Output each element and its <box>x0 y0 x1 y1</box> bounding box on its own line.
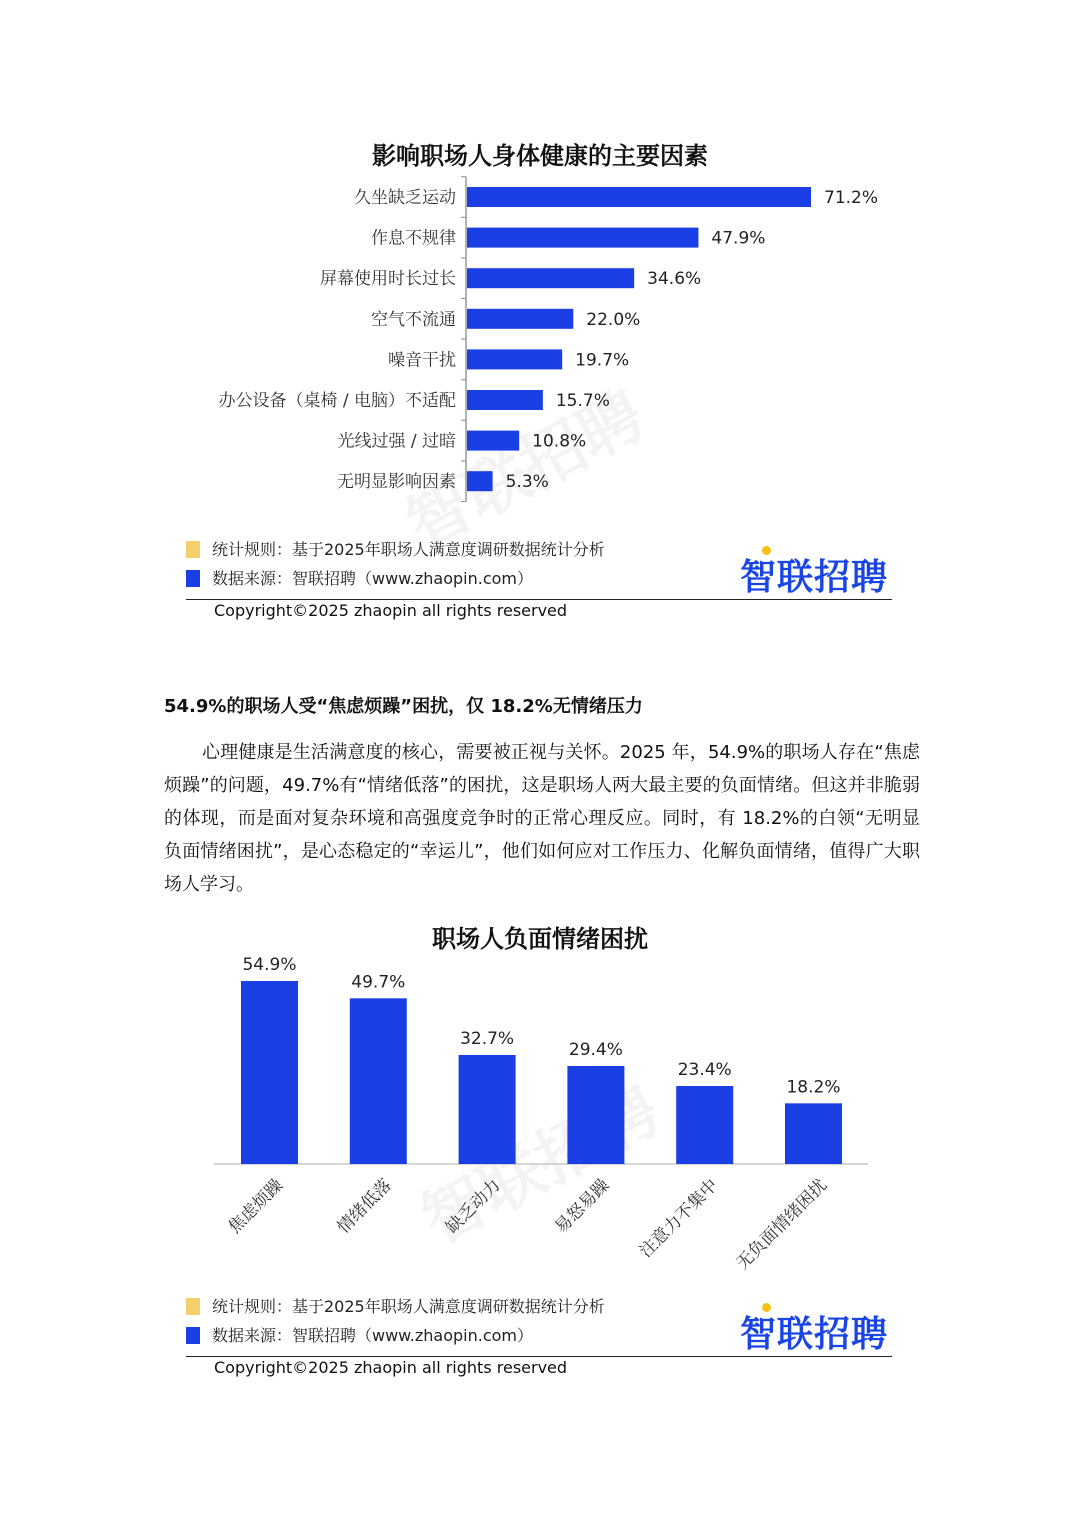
stat-rule-text: 统计规则：基于2025年职场人满意度调研数据统计分析 <box>212 540 605 559</box>
chart1-bar <box>467 431 519 451</box>
chart1-bar <box>467 349 562 369</box>
chart1-bar <box>467 390 543 410</box>
stat-rule-text: 统计规则：基于2025年职场人满意度调研数据统计分析 <box>212 1297 605 1316</box>
chart1-title: 影响职场人身体健康的主要因素 <box>372 142 708 170</box>
chart1-bar <box>467 309 573 329</box>
chart2-category-label: 缺乏动力 <box>442 1175 505 1238</box>
chart1-value-label: 34.6% <box>647 269 702 290</box>
data-source-text: 数据来源：智联招聘（www.zhaopin.com） <box>212 1326 534 1345</box>
chart2-bar <box>785 1103 842 1164</box>
footer-divider <box>186 1356 892 1357</box>
rule-swatch <box>186 541 200 558</box>
chart2-bar <box>459 1055 516 1164</box>
chart1-value-label: 22.0% <box>586 309 641 330</box>
chart2-value-label: 29.4% <box>568 1040 623 1060</box>
chart1-footer <box>186 535 892 627</box>
chart2-value-label: 32.7% <box>460 1029 515 1049</box>
chart2-category-label: 焦虑烦躁 <box>224 1175 288 1238</box>
section-heading: 54.9%的职场人受“焦虑烦躁”困扰，仅 18.2%无情绪压力 <box>164 696 643 717</box>
footer-divider <box>186 599 892 600</box>
chart2-plot <box>0 905 1080 1295</box>
chart2-category-label: 无负面情绪困扰 <box>732 1175 832 1274</box>
chart1-value-label: 19.7% <box>575 350 630 371</box>
chart1-bar <box>467 471 493 491</box>
chart1-value-label: 71.2% <box>824 188 879 208</box>
chart2-value-label: 54.9% <box>242 955 297 975</box>
logo-dot <box>762 546 771 555</box>
chart2-bar <box>350 998 407 1164</box>
chart2-value-label: 23.4% <box>677 1060 732 1080</box>
chart2-value-label: 18.2% <box>786 1077 841 1098</box>
chart1-bar <box>467 228 698 248</box>
copyright-text: Copyright©2025 zhaopin all rights reserved <box>214 1358 568 1377</box>
copyright-text: Copyright©2025 zhaopin all rights reserved <box>214 601 568 620</box>
chart1-category-label: 屏幕使用时长过长 <box>320 269 456 290</box>
chart2-category-label: 情绪低落 <box>333 1175 396 1238</box>
source-swatch <box>186 570 200 587</box>
logo-dot <box>762 1303 771 1312</box>
chart2-footer <box>186 1292 892 1384</box>
chart1-category-label: 噪音干扰 <box>388 350 456 371</box>
chart1-value-label: 47.9% <box>711 228 766 249</box>
chart1-plot <box>0 120 1080 520</box>
chart2-value-label: 49.7% <box>351 972 406 993</box>
chart1-category-label: 作息不规律 <box>371 228 456 249</box>
chart1-category-label: 无明显影响因素 <box>337 472 456 493</box>
rule-swatch <box>186 1298 200 1315</box>
data-source-text: 数据来源：智联招聘（www.zhaopin.com） <box>212 569 534 588</box>
chart1-category-label: 久坐缺乏运动 <box>354 188 456 208</box>
chart2-bar <box>241 981 298 1164</box>
data-source-legend <box>186 1323 533 1346</box>
body-paragraph: 心理健康是生活满意度的核心，需要被正视与关怀。2025 年，54.9%的职场人存在“焦虑烦躁”的问题，49.7%有“情绪低落”的困扰，这是职场人两大最主要的负面情绪。但这并非脆弱的体现，而是面对复杂环境和高强度竞争时的正常心理反应。同时，有 18.2%的白领“无明显负面情绪困扰”，是心态稳定的“幸运儿”，他们如何应对工作压力、化解负面情绪，值得广大职场人学习。 <box>164 742 920 895</box>
source-swatch <box>186 1327 200 1344</box>
chart1-bar <box>467 187 811 207</box>
chart1-category-label: 光线过强 / 过暗 <box>337 431 456 452</box>
stat-rule-legend <box>186 1294 605 1317</box>
chart1-bar <box>467 268 634 288</box>
chart2-category-label: 易怒易躁 <box>551 1175 614 1238</box>
chart2-title: 职场人负面情绪困扰 <box>432 925 648 953</box>
chart1-value-label: 15.7% <box>555 391 610 411</box>
stat-rule-legend <box>186 537 605 560</box>
zhaopin-logo: 智联招聘 <box>740 549 888 600</box>
data-source-legend <box>186 566 533 589</box>
zhaopin-logo: 智联招聘 <box>740 1306 888 1357</box>
chart1-category-label: 空气不流通 <box>371 309 456 330</box>
chart1-category-label: 办公设备（桌椅 / 电脑）不适配 <box>218 391 456 411</box>
chart2-category-label: 注意力不集中 <box>635 1175 723 1262</box>
chart1-value-label: 5.3% <box>505 472 549 493</box>
chart2-bar <box>676 1086 733 1164</box>
chart1-value-label: 10.8% <box>532 431 587 452</box>
chart2-bar <box>567 1066 624 1164</box>
